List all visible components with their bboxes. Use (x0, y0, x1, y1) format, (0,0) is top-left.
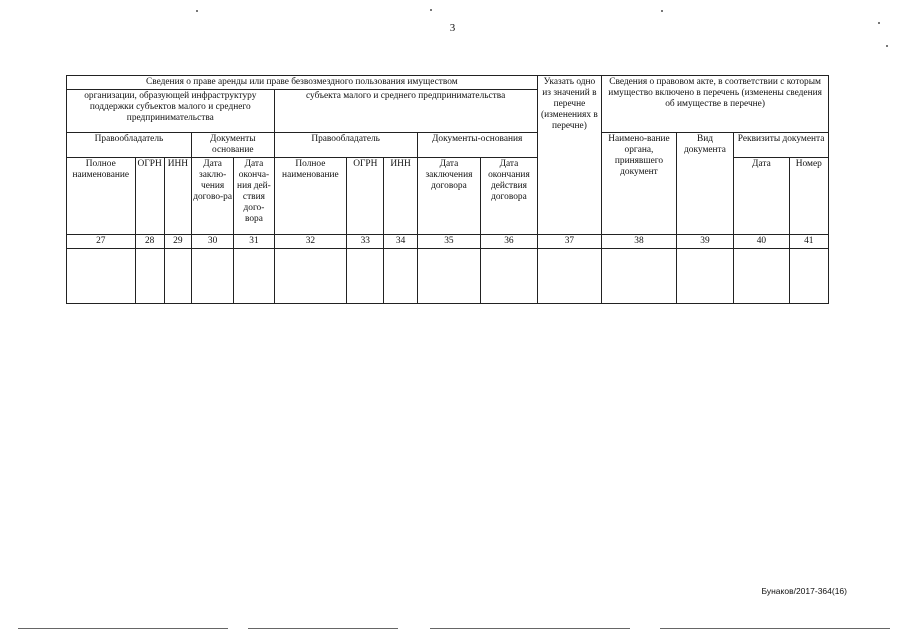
header-authority-name: Наимено-вание органа, принявшего документ (602, 133, 677, 235)
column-number: 33 (347, 235, 384, 249)
data-cell (481, 249, 538, 304)
header-rightholder-subject: Правообладатель (274, 133, 417, 158)
header-infrastructure-org: организации, образующей инфраструктуру поддержки субъектов малого и среднего предпринимательства (67, 90, 275, 133)
data-cell (234, 249, 274, 304)
header-indicate-value: Указать одно из значений в перечне (изменениях в перечне) (537, 76, 602, 235)
data-cell (347, 249, 384, 304)
scan-speck (196, 10, 198, 12)
data-cell (384, 249, 417, 304)
column-number: 27 (67, 235, 136, 249)
header-sme-subject: субъекта малого и среднего предпринимательства (274, 90, 537, 133)
scan-speck (430, 9, 432, 11)
property-rights-table (66, 75, 829, 304)
data-cell (135, 249, 164, 304)
empty-data-row (67, 249, 829, 304)
column-number: 31 (234, 235, 274, 249)
data-cell (789, 249, 828, 304)
document-code: Бунаков/2017-364(16) (761, 586, 847, 596)
column-number: 36 (481, 235, 538, 249)
header-full-name-org: Полное наименование (67, 158, 136, 235)
header-ogrn-subject: ОГРН (347, 158, 384, 235)
column-number: 30 (191, 235, 233, 249)
data-cell (734, 249, 789, 304)
header-docs-org: Документы основание (191, 133, 274, 158)
header-doc-type: Вид документа (676, 133, 733, 235)
data-cell (537, 249, 602, 304)
data-cell (67, 249, 136, 304)
header-date-conclusion-org: Дата заклю-чения догово-ра (191, 158, 233, 235)
scan-edge-line (660, 628, 890, 629)
scan-speck (878, 22, 880, 24)
header-date-end-subject: Дата окончания действия договора (481, 158, 538, 235)
column-number: 28 (135, 235, 164, 249)
page-number: 3 (449, 22, 456, 34)
data-cell (602, 249, 677, 304)
scan-speck (886, 45, 888, 47)
data-cell (417, 249, 480, 304)
column-number: 29 (164, 235, 191, 249)
header-date: Дата (734, 158, 789, 235)
header-docs-subject: Документы-основания (417, 133, 537, 158)
column-number: 39 (676, 235, 733, 249)
header-date-conclusion-subject: Дата заключения договора (417, 158, 480, 235)
column-number: 41 (789, 235, 828, 249)
scan-edge-line (430, 628, 630, 629)
header-rightholder-org: Правообладатель (67, 133, 192, 158)
header-doc-details: Реквизиты документа (734, 133, 829, 158)
column-number: 32 (274, 235, 347, 249)
column-number: 38 (602, 235, 677, 249)
column-number: 35 (417, 235, 480, 249)
column-number: 37 (537, 235, 602, 249)
scan-edge-line (18, 628, 228, 629)
scan-speck (661, 10, 663, 12)
header-number: Номер (789, 158, 828, 235)
header-inn-subject: ИНН (384, 158, 417, 235)
data-cell (191, 249, 233, 304)
data-cell (676, 249, 733, 304)
header-legal-act: Сведения о правовом акте, в соответствии с которым имущество включено в перечень (изменены сведения об имуществе в перечне) (602, 76, 829, 133)
header-ogrn-org: ОГРН (135, 158, 164, 235)
header-inn-org: ИНН (164, 158, 191, 235)
header-rights-group: Сведения о праве аренды или праве безвозмездного пользования имуществом (67, 76, 538, 90)
column-number: 34 (384, 235, 417, 249)
data-cell (164, 249, 191, 304)
column-number: 40 (734, 235, 789, 249)
header-date-end-org: Дата оконча-ния дей-ствия дого-вора (234, 158, 274, 235)
header-full-name-subject: Полное наименование (274, 158, 347, 235)
scan-edge-line (248, 628, 398, 629)
column-number-row (67, 235, 829, 249)
data-cell (274, 249, 347, 304)
